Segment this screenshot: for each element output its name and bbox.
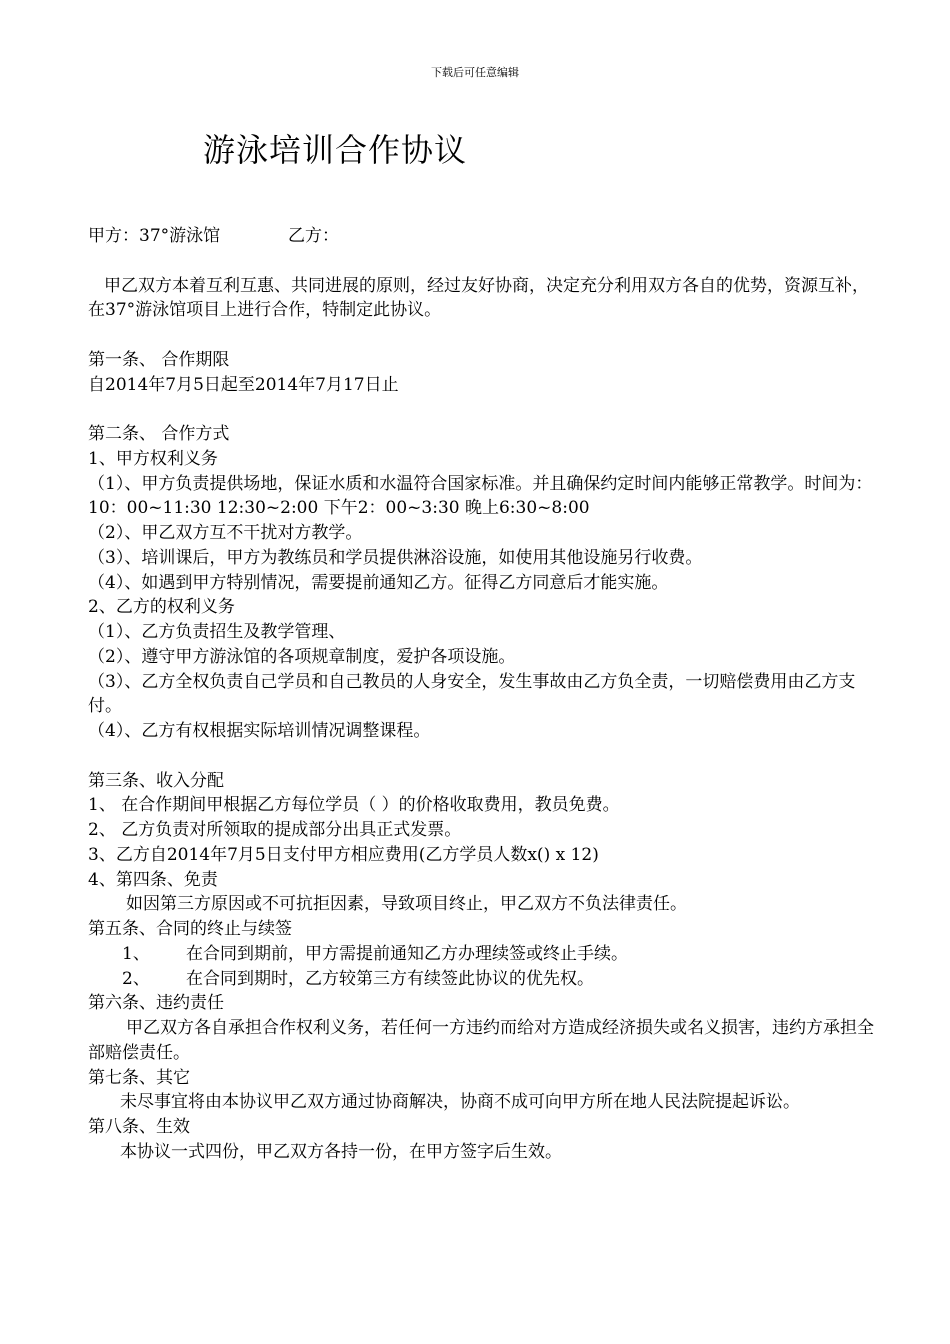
header-note: 下载后可任意编辑 bbox=[431, 66, 519, 79]
article-7-heading: 第七条、其它 bbox=[88, 1067, 190, 1088]
item-number: 2、 bbox=[122, 968, 150, 989]
party-b-duty-item: （3）、乙方全权负责自己学员和自己教员的人身安全，发生事故由乙方负全责，一切赔偿费用由乙方支付。 bbox=[88, 671, 856, 717]
document-title: 游泳培训合作协议 bbox=[203, 131, 468, 169]
agreement-body bbox=[88, 224, 880, 1165]
party-a-duties-heading: 1、甲方权利义务 bbox=[88, 448, 218, 469]
party-b: 乙方： bbox=[288, 226, 339, 246]
revenue-item: 2、 乙方负责对所领取的提成部分出具正式发票。 bbox=[88, 820, 462, 840]
article-6-text: 甲乙双方各自承担合作权利义务，若任何一方违约而给对方造成经济损失或名义损害，违约方承担全部赔偿责任。 bbox=[88, 1018, 874, 1063]
article-5-heading: 第五条、合同的终止与续签 bbox=[88, 919, 292, 939]
termination-item bbox=[88, 967, 880, 992]
item-number: 1、 bbox=[122, 943, 150, 964]
article-1-heading: 第一条、 合作期限 bbox=[88, 349, 230, 370]
article-4-heading: 4、第四条、免责 bbox=[88, 869, 218, 890]
party-a-duty-item: （1）、甲方负责提供场地，保证水质和水温符合国家标准。并且确保约定时间内能够正常教学。时间为： 10：00~11:30 12:30~2:00 下午2：00~3:30 晚上6:30~8:00 bbox=[88, 473, 873, 519]
party-b-duty-item: （2）、遵守甲方游泳馆的各项规章制度，爱护各项设施。 bbox=[88, 646, 516, 667]
item-text: 在合同到期时，乙方较第三方有续签此协议的优先权。 bbox=[186, 968, 594, 989]
party-a-duty-item: （4）、如遇到甲方特别情况，需要提前通知乙方。征得乙方同意后才能实施。 bbox=[88, 572, 669, 593]
article-3-heading: 第三条、收入分配 bbox=[88, 770, 224, 791]
party-a: 甲方：37°游泳馆 bbox=[88, 226, 221, 246]
article-4-text: 如因第三方原因或不可抗拒因素，导致项目终止，甲乙双方不负法律责任。 bbox=[126, 894, 687, 915]
article-7-text: 未尽事宜将由本协议甲乙双方通过协商解决，协商不成可向甲方所在地人民法院提起诉讼。 bbox=[120, 1092, 800, 1113]
party-a-duty-item: （2）、甲乙双方互不干扰对方教学。 bbox=[88, 523, 363, 543]
parties-line bbox=[88, 224, 880, 249]
revenue-item: 3、乙方自2014年7月5日支付甲方相应费用(乙方学员人数x() x 12) bbox=[88, 844, 599, 865]
item-text: 在合同到期前，甲方需提前通知乙方办理续签或终止手续。 bbox=[186, 943, 628, 964]
intro-paragraph: 甲乙双方本着互利互惠、共同进展的原则，经过友好协商，决定充分利用双方各自的优势，资源互补，在37°游泳馆项目上进行合作，特制定此协议。 bbox=[88, 275, 869, 321]
party-b-duties-heading: 2、乙方的权利义务 bbox=[88, 597, 235, 618]
party-b-duty-item: （1）、乙方负责招生及教学管理、 bbox=[88, 622, 346, 642]
party-b-duty-item: （4）、乙方有权根据实际培训情况调整课程。 bbox=[88, 721, 431, 741]
article-8-text: 本协议一式四份，甲乙双方各持一份，在甲方签字后生效。 bbox=[120, 1141, 562, 1162]
article-2-heading: 第二条、 合作方式 bbox=[88, 424, 230, 444]
termination-item bbox=[88, 942, 880, 967]
party-a-duty-item: （3）、培训课后，甲方为教练员和学员提供淋浴设施，如使用其他设施另行收费。 bbox=[88, 547, 703, 568]
article-8-heading: 第八条、生效 bbox=[88, 1117, 190, 1137]
revenue-item: 1、 在合作期间甲根据乙方每位学员（ ）的价格收取费用，教员免费。 bbox=[88, 795, 620, 816]
article-6-heading: 第六条、违约责任 bbox=[88, 993, 224, 1014]
article-1-text: 自2014年7月5日起至2014年7月17日止 bbox=[88, 374, 399, 395]
